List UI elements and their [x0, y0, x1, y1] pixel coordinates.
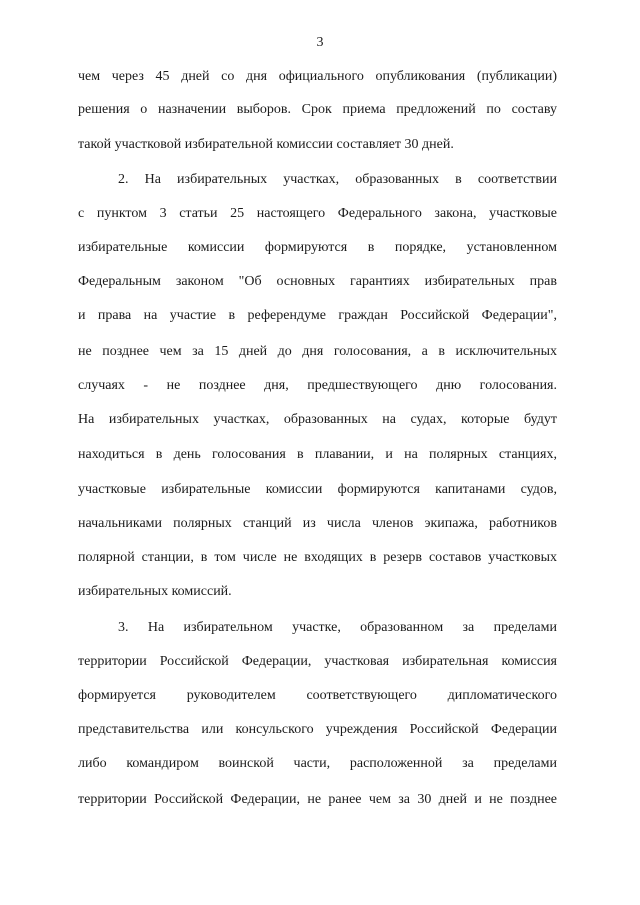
- text-line: чем через 45 дней со дня официального опубликования (публикации): [78, 69, 557, 84]
- text-line: и права на участие в референдуме граждан Российской Федерации",: [78, 308, 557, 323]
- text-line: не позднее чем за 15 дней до дня голосования, а в исключительных: [78, 344, 557, 359]
- text-line: Федеральным законом "Об основных гарантиях избирательных прав: [78, 274, 557, 289]
- text-line: решения о назначении выборов. Срок приема предложений по составу: [78, 102, 557, 117]
- text-line: На избирательных участках, образованных на судах, которые будут: [78, 412, 557, 427]
- page-number: 3: [316, 35, 324, 50]
- text-line: формируется руководителем соответствующего дипломатического: [78, 688, 557, 703]
- text-line: избирательные комиссии формируются в порядке, установленном: [78, 240, 557, 255]
- text-line: представительства или консульского учреждения Российской Федерации: [78, 722, 557, 737]
- text-line: такой участковой избирательной комиссии составляет 30 дней.: [78, 137, 454, 152]
- text-line: территории Российской Федерации, участковая избирательная комиссия: [78, 654, 557, 669]
- text-line: либо командиром воинской части, расположенной за пределами: [78, 756, 557, 771]
- text-line: находиться в день голосования в плавании, и на полярных станциях,: [78, 447, 557, 462]
- text-line: избирательных комиссий.: [78, 584, 232, 599]
- text-line: 2. На избирательных участках, образованных в соответствии: [118, 172, 557, 187]
- text-line: участковые избирательные комиссии формируются капитанами судов,: [78, 482, 557, 497]
- text-line: территории Российской Федерации, не ранее чем за 30 дней и не позднее: [78, 792, 557, 807]
- text-line: случаях - не позднее дня, предшествующего дню голосования.: [78, 378, 557, 393]
- text-line: 3. На избирательном участке, образованном за пределами: [118, 620, 557, 635]
- text-line: полярной станции, в том числе не входящих в резерв составов участковых: [78, 550, 557, 565]
- text-line: с пунктом 3 статьи 25 настоящего Федерального закона, участковые: [78, 206, 557, 221]
- text-line: начальниками полярных станций из числа членов экипажа, работников: [78, 516, 557, 531]
